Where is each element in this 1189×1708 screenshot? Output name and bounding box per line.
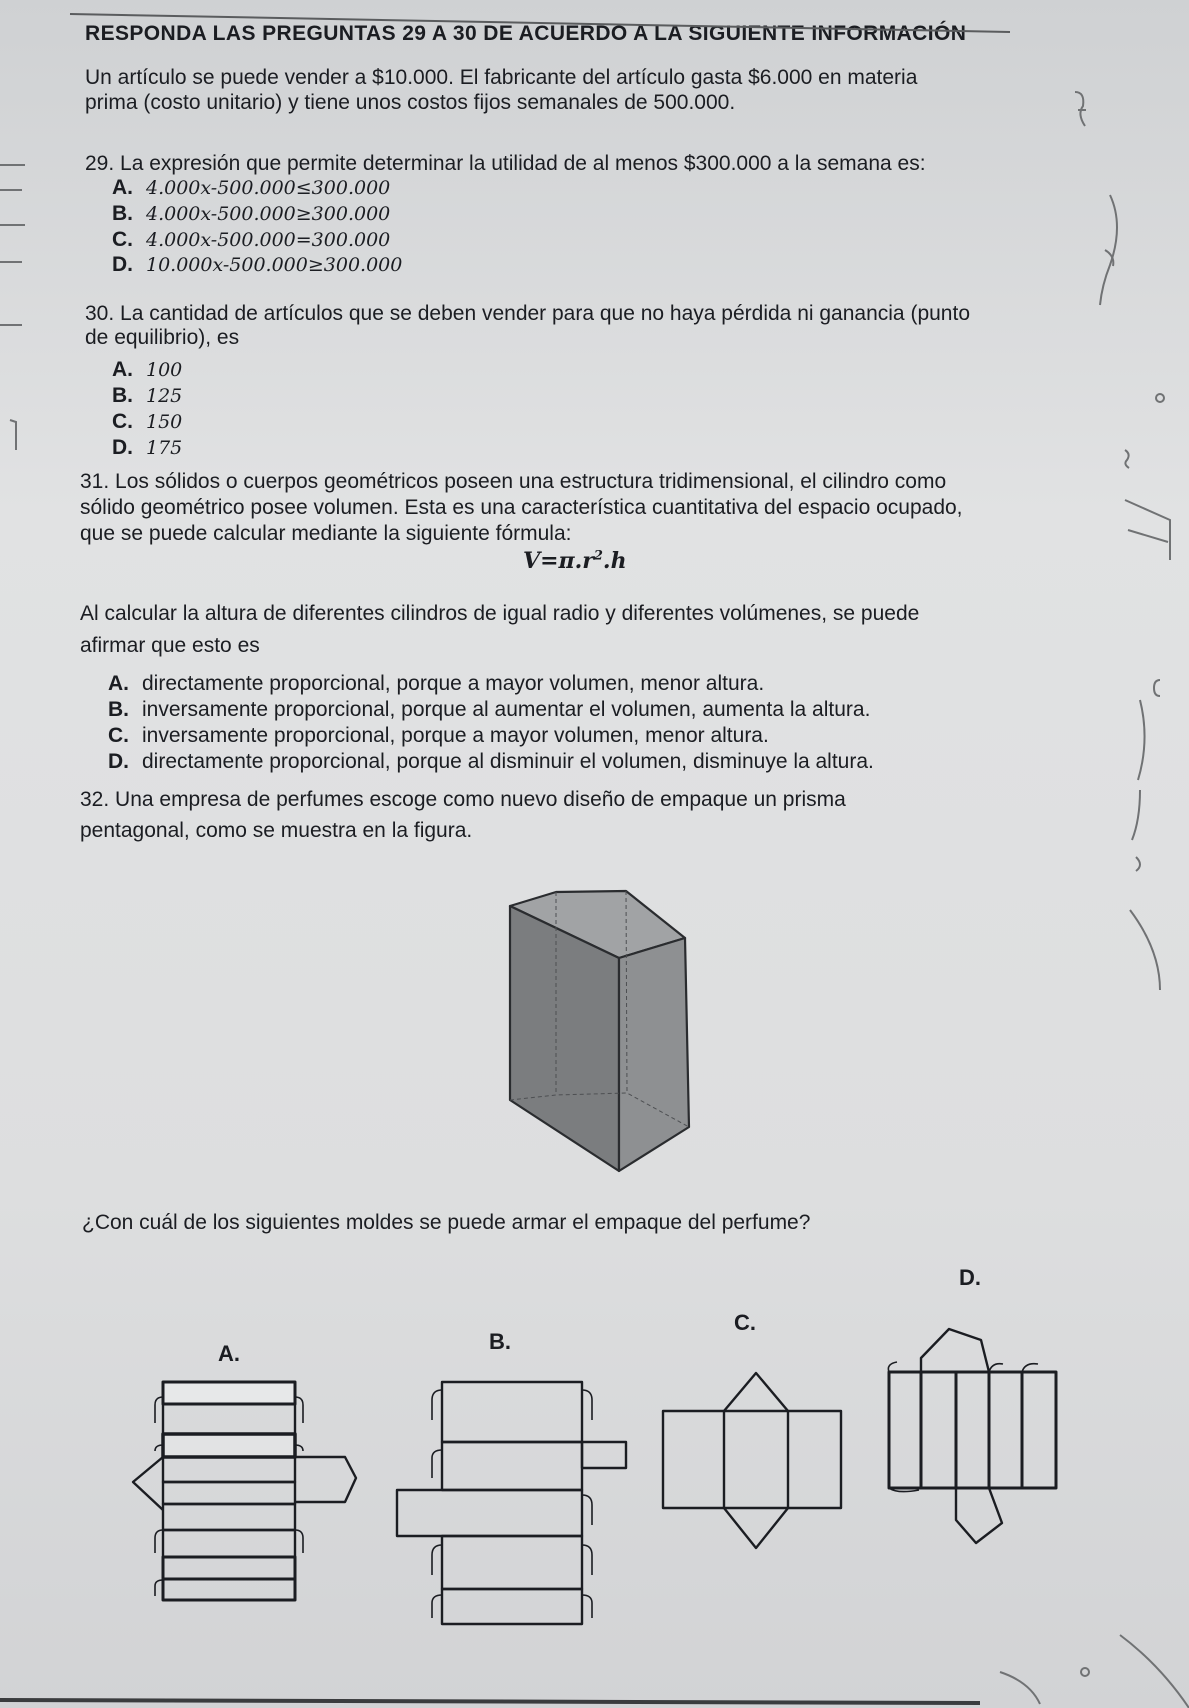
q32-stem-line-2: pentagonal, como se muestra en la figura.: [80, 819, 473, 842]
formula-base: V=π.r: [523, 548, 594, 574]
intro-line-2: prima (costo unitario) y tiene unos costos fijos semanales de 500.000.: [85, 91, 736, 114]
q30-stem-line-2: de equilibrio), es: [85, 326, 240, 349]
q32-stem-line-1: 32. Una empresa de perfumes escoge como nuevo diseño de empaque un prisma: [80, 788, 846, 811]
net-label-a: A.: [218, 1341, 240, 1366]
net-b-mold[interactable]: [397, 1382, 626, 1624]
net-label-d: D.: [959, 1265, 981, 1290]
option-letter: D.: [112, 436, 133, 459]
page-bottom-edge: [0, 1700, 980, 1703]
pentagonal-prism-figure: [510, 891, 689, 1171]
option-letter: C.: [112, 410, 133, 433]
option-letter: B.: [112, 384, 133, 407]
option-letter: A.: [108, 672, 129, 695]
option-text: 10.000x-500.000≥300.000: [146, 254, 403, 276]
option-letter: D.: [112, 253, 133, 276]
net-label-c: C.: [734, 1310, 756, 1335]
q30-stem-line-1: 30. La cantidad de artículos que se deben vender para que no haya pérdida ni ganancia (punto: [85, 302, 970, 325]
option-letter: C.: [112, 228, 133, 251]
option-text: 4.000x-500.000≤300.000: [146, 177, 391, 199]
net-label-b: B.: [489, 1329, 511, 1354]
option-letter: B.: [112, 202, 133, 225]
option-text: inversamente proporcional, porque al aumentar el volumen, aumenta la altura.: [142, 698, 871, 721]
page-top-edge: [70, 14, 1010, 32]
q31-stem-line-3: que se puede calcular mediante la siguiente fórmula:: [80, 522, 572, 545]
option-text: 150: [146, 411, 183, 433]
option-letter: B.: [108, 698, 129, 721]
option-text: 4.000x-500.000≥300.000: [146, 203, 391, 225]
option-text: directamente proporcional, porque al disminuir el volumen, disminuye la altura.: [142, 750, 874, 773]
formula-exponent: 2: [593, 548, 603, 564]
option-text: 125: [146, 385, 183, 407]
option-letter: A.: [112, 176, 133, 199]
q29-stem: 29. La expresión que permite determinar la utilidad de al menos $300.000 a la semana es:: [85, 152, 926, 175]
option-text: inversamente proporcional, porque a mayor volumen, menor altura.: [142, 724, 769, 747]
q32-question: ¿Con cuál de los siguientes moldes se puede armar el empaque del perfume?: [82, 1211, 811, 1234]
option-letter: C.: [108, 724, 129, 747]
option-text: directamente proporcional, porque a mayor volumen, menor altura.: [142, 672, 765, 695]
option-text: 4.000x-500.000=300.000: [146, 229, 391, 251]
intro-line-1: Un artículo se puede vender a $10.000. El fabricante del artículo gasta $6.000 en materia: [85, 66, 918, 89]
net-d-mold[interactable]: [888, 1329, 1056, 1543]
option-text: 100: [146, 359, 183, 381]
q31-body-line-1: Al calcular la altura de diferentes cilindros de igual radio y diferentes volúmenes, se puede: [80, 602, 920, 625]
q31-body-line-2: afirmar que esto es: [80, 634, 260, 657]
formula-tail: .h: [602, 548, 627, 574]
net-c-mold[interactable]: [663, 1373, 841, 1548]
prism-right-face: [619, 938, 689, 1171]
section-header: RESPONDA LAS PREGUNTAS 29 A 30 DE ACUERDO A LA SIGUIENTE INFORMACIÓN: [85, 22, 967, 45]
q31-stem-line-1: 31. Los sólidos o cuerpos geométricos poseen una estructura tridimensional, el cilindro como: [80, 470, 947, 493]
q31-stem-line-2: sólido geométrico posee volumen. Esta es una característica cuantitativa del espacio ocupado,: [80, 496, 963, 519]
option-text: 175: [146, 437, 183, 459]
option-letter: D.: [108, 750, 129, 773]
option-letter: A.: [112, 358, 133, 381]
net-a-mold[interactable]: [133, 1382, 356, 1600]
